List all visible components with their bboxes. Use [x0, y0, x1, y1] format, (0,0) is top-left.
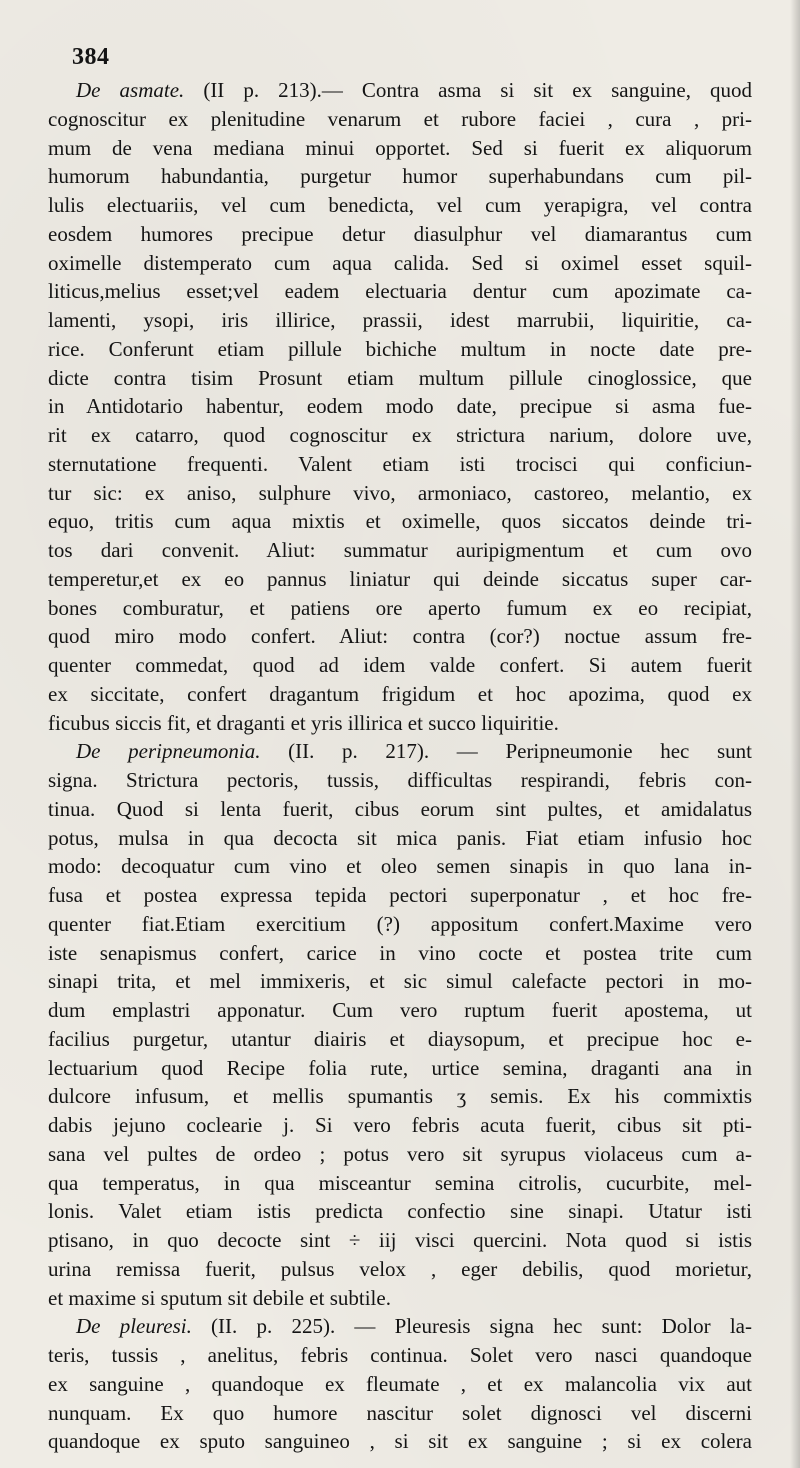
text-line [48, 1226, 752, 1255]
line-text: quenter commedat, quod ad idem valde confert. Si autem fuerit [48, 653, 752, 677]
text-line [48, 1341, 752, 1370]
text-line [48, 1427, 752, 1456]
line-text: rit ex catarro, quod cognoscitur ex strictura narium, dolore uve, [48, 423, 752, 447]
line-text: mum de vena mediana minui opportet. Sed si fuerit ex aliquorum [48, 135, 752, 160]
text-line [48, 507, 752, 536]
text-line [48, 392, 752, 421]
text-line [48, 651, 752, 680]
line-text: bones comburatur, et patiens ore aperto fumum ex eo recipiat, [48, 595, 752, 620]
line-text: fusa et postea expressa tepida pectori superponatur , et hoc fre- [48, 883, 752, 907]
line-text: tinua. Quod si lenta fuerit, cibus eorum sint pultes, et amidalatus [48, 796, 752, 821]
line-text: dabis jejuno coclearie j. Si vero febris acuta fuerit, cibus sit pti- [48, 1113, 752, 1137]
line-text: modo: decoquatur cum vino et oleo semen sinapis in quo lana in- [48, 854, 752, 879]
line-text: facilius purgetur, utantur diairis et diaysopum, et precipue hoc e- [48, 1026, 752, 1051]
line-text: lulis electuariis, vel cum benedicta, vel cum yerapigra, vel contra [48, 193, 752, 217]
section-heading-line [48, 76, 752, 105]
line-text: oximelle distemperato cum aqua calida. Sed si oximel esset squil- [48, 250, 752, 275]
text-line [48, 335, 752, 364]
text-line [48, 709, 752, 738]
text-line [48, 479, 752, 508]
line-text: cognoscitur ex plenitudine venarum et rubore faciei , cura , pri- [48, 106, 752, 131]
section-heading-line [48, 1312, 752, 1341]
line-text: sinapi trita, et mel immixeris, et sic simul calefacte pectori in mo- [48, 969, 752, 994]
text-line [48, 1025, 752, 1054]
section-heading: De pleuresi. [76, 1314, 192, 1339]
line-text: equo, tritis cum aqua mixtis et oximelle, quos siccatos deinde tri- [48, 509, 752, 534]
line-text: lonis. Valet etiam istis predicta confectio sine sinapi. Utatur isti [48, 1199, 752, 1224]
text-line [48, 105, 752, 134]
line-text: rice. Conferunt etiam pillule bichiche multum in nocte date pre- [48, 336, 752, 361]
text-line [48, 162, 752, 191]
text-line [48, 1169, 752, 1198]
text-body [48, 76, 752, 1456]
line-text: ex sanguine , quandoque ex fleumate , et ex malancolia vix aut [48, 1371, 752, 1396]
line-text: ex siccitate, confert dragantum frigidum et hoc apozima, quod ex [48, 681, 752, 706]
line-text: sternutatione frequenti. Valent etiam isti trocisci qui conficiun- [48, 451, 752, 476]
line-text: (II p. 213).— Contra asma si sit ex sanguine, quod [184, 78, 752, 102]
text-line [48, 795, 752, 824]
page-edge-shadow [790, 0, 800, 1468]
line-text: in Antidotario habentur, eodem modo date, precipue si asma fue- [48, 394, 752, 419]
page-number: 384 [72, 44, 110, 70]
text-line [48, 1197, 752, 1226]
text-line [48, 1370, 752, 1399]
text-line [48, 881, 752, 910]
line-text: et maxime si sputum sit debile et subtile. [48, 1285, 391, 1310]
text-line [48, 306, 752, 335]
text-line [48, 1054, 752, 1083]
text-line [48, 594, 752, 623]
text-line [48, 1284, 752, 1313]
section-heading: De peripneumonia. [76, 739, 261, 764]
text-line [48, 364, 752, 393]
line-text: sana vel pultes de ordeo ; potus vero sit syrupus violaceus cum a- [48, 1141, 752, 1166]
line-text: tur sic: ex aniso, sulphure vivo, armoniaco, castoreo, melantio, ex [48, 480, 752, 505]
line-text: lectuarium quod Recipe folia rute, urtice semina, draganti ana in [48, 1055, 752, 1080]
text-line [48, 277, 752, 306]
text-line [48, 134, 752, 163]
line-text: temperetur,et ex eo pannus liniatur qui deinde siccatus super car- [48, 566, 752, 591]
line-text: tos dari convenit. Aliut: summatur auripigmentum et cum ovo [48, 538, 752, 562]
line-text: ficubus siccis fit, et draganti et yris illirica et succo liquiritie. [48, 710, 559, 735]
text-line [48, 680, 752, 709]
text-line [48, 1111, 752, 1140]
text-line [48, 766, 752, 795]
line-text: lamenti, ysopi, iris illirice, prassii, idest marrubii, liquiritie, ca- [48, 308, 752, 332]
line-text: humorum habundantia, purgetur humor superhabundans cum pil- [48, 164, 752, 189]
line-text: iste senapismus confert, carice in vino cocte et postea trite cum [48, 940, 752, 965]
text-line [48, 421, 752, 450]
line-text: dum emplastri apponatur. Cum vero ruptum fuerit apostema, ut [48, 998, 752, 1022]
line-text: quandoque ex sputo sanguineo , si sit ex sanguine ; si ex colera [48, 1429, 752, 1454]
line-text: (II. p. 225). — Pleuresis signa hec sunt: Dolor la- [191, 1314, 752, 1339]
line-text: teris, tussis , anelitus, febris continua. Solet vero nasci quandoque [48, 1343, 752, 1367]
line-text: dulcore infusum, et mellis spumantis ʒ semis. Ex his commixtis [48, 1084, 752, 1109]
text-line [48, 852, 752, 881]
section-heading: De asmate. [76, 78, 185, 102]
text-line [48, 1399, 752, 1428]
line-text: dicte contra tisim Prosunt etiam multum pillule cinoglossice, que [48, 365, 752, 390]
line-text: quod miro modo confert. Aliut: contra (cor?) noctue assum fre- [48, 624, 752, 649]
line-text: (II. p. 217). — Peripneumonie hec sunt [260, 739, 752, 764]
text-line [48, 910, 752, 939]
text-line [48, 191, 752, 220]
line-text: qua temperatus, in qua misceantur semina citrolis, cucurbite, mel- [48, 1170, 752, 1195]
text-line [48, 996, 752, 1025]
text-line [48, 536, 752, 565]
text-line [48, 450, 752, 479]
line-text: signa. Strictura pectoris, tussis, difficultas respirandi, febris con- [48, 768, 752, 792]
text-line [48, 824, 752, 853]
text-line [48, 939, 752, 968]
text-line [48, 249, 752, 278]
line-text: ptisano, in quo decocte sint ÷ iij visci quercini. Nota quod si istis [48, 1228, 752, 1252]
text-line [48, 565, 752, 594]
text-line [48, 1255, 752, 1284]
line-text: liticus,melius esset;vel eadem electuaria dentur cum apozimate ca- [48, 279, 752, 304]
text-line [48, 1082, 752, 1111]
text-line [48, 967, 752, 996]
line-text: nunquam. Ex quo humore nascitur solet dignosci vel discerni [48, 1400, 752, 1425]
text-line [48, 622, 752, 651]
text-line [48, 1140, 752, 1169]
text-line [48, 220, 752, 249]
line-text: quenter fiat.Etiam exercitium (?) appositum confert.Maxime vero [48, 911, 752, 936]
line-text: urina remissa fuerit, pulsus velox , eger debilis, quod morietur, [48, 1256, 752, 1281]
line-text: potus, mulsa in qua decocta sit mica panis. Fiat etiam infusio hoc [48, 825, 752, 850]
section-heading-line [48, 737, 752, 766]
line-text: eosdem humores precipue detur diasulphur vel diamarantus cum [48, 221, 752, 246]
